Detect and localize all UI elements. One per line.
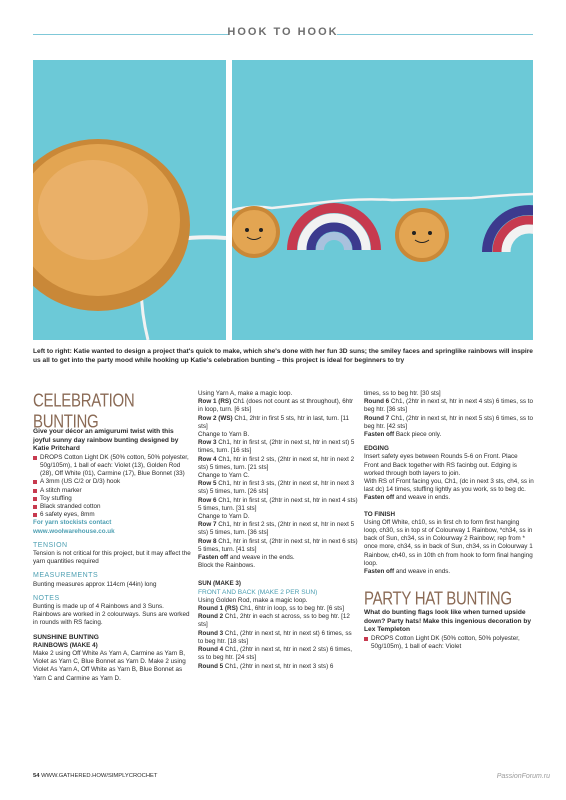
- party-hat-intro: What do bunting flags look like when turned upside down? Party hats! Make this ingenious decoration by Lex Templeton: [364, 609, 532, 634]
- rainbow-row-text: Change to Yarn C.: [198, 472, 250, 480]
- page-footer: [33, 773, 157, 779]
- sun-round-line: [198, 597, 358, 605]
- rainbow-row-text: and weave in the ends.: [228, 554, 295, 562]
- footer-url[interactable]: WWW.GATHERED.HOW/SIMPLYCROCHET: [41, 773, 158, 779]
- sun-round-text: Back piece only.: [394, 431, 442, 439]
- sun-pattern-continued: [364, 390, 534, 439]
- rainbow-row-line: [198, 431, 358, 439]
- sun-round-text: Ch1, (2htr in next st, htr in next 2 sts) 6 times, ss to beg htr. [24 sts]: [198, 646, 352, 662]
- notes-heading: NOTES: [33, 594, 60, 602]
- sunshine-heading: SUNSHINE BUNTING: [33, 633, 99, 641]
- sun-round-label: Round 3: [198, 629, 224, 637]
- edging-fasten: [364, 494, 534, 502]
- sun-round-text: Using Golden Rod, make a magic loop.: [198, 596, 308, 604]
- photo-sun-closeup: [33, 60, 226, 340]
- material-item: A stitch marker: [33, 487, 191, 495]
- sun-round-line: [198, 613, 358, 629]
- edging-fasten-bold: Fasten off: [364, 494, 395, 502]
- edging-text-2: With RS of Front facing you, Ch1, (dc in next 3 sts, ch4, ss in last dc) 14 times, stuffing lightly as you work, ss to beg dc.: [364, 478, 534, 494]
- rainbows-text: Make 2 using Off White As Yarn A, Carmine as Yarn B, Violet as Yarn C, Blue Bonnet as Yarn D. Make 2 using Violet As Yarn A, Off White as Yarn B, Blue Bonnet as Yarn C and Carmine as Yarn D.: [33, 650, 186, 682]
- rainbow-row-label: Row 4: [198, 455, 217, 463]
- rainbow-row-text: Using Yarn A, make a magic loop.: [198, 390, 293, 397]
- sun-round-line: [198, 630, 358, 646]
- edging-heading: EDGING: [364, 445, 389, 453]
- rainbow-row-line: [198, 472, 358, 480]
- sun-round-text: times, ss to beg htr. [30 sts]: [364, 390, 441, 397]
- measurements-heading: MEASUREMENTS: [33, 572, 99, 580]
- rainbow-row-line: [198, 415, 358, 431]
- rainbow-row-line: [198, 513, 358, 521]
- column-2: [198, 390, 358, 671]
- material-item: DROPS Cotton Light DK (50% cotton, 50% polyester, 50g/105m), 1 ball of each: Violet (13), Golden Rod (28), Off White (01), Carmine (17), Blue Bonnet (33): [33, 454, 191, 479]
- article-intro: Give your décor an amigurumi twist with this joyful sunny day rainbow bunting designed by Katie Pritchard: [33, 428, 179, 453]
- column-3: [364, 390, 534, 651]
- rainbow-row-line: [198, 390, 358, 398]
- rainbow-row-text: Ch1, htr in first st, (2htr in next st, htr in next st) 5 times, turn. [16 sts]: [198, 439, 355, 455]
- rainbow-row-line: [198, 398, 358, 414]
- sun-heading: SUN (MAKE 3): [198, 580, 242, 588]
- material-item: Black stranded cotton: [33, 503, 191, 511]
- rainbow-row-text: Ch1, htr in first 2 sts, (2htr in next st, htr in next 5 sts) 5 times, turn. [36 sts]: [198, 521, 355, 537]
- rainbow-row-text: Change to Yarn D.: [198, 513, 250, 521]
- column-1: [33, 390, 191, 683]
- rainbow-row-text: Ch1, htr in first 3 sts, (2htr in next st, htr in next 3 sts) 5 times, turn. [26 sts]: [198, 480, 355, 496]
- sun-round-line: [198, 605, 358, 613]
- material-item: 6 safety eyes, 8mm: [33, 511, 191, 519]
- finish-fasten-rest: and weave in ends.: [394, 568, 451, 576]
- materials-list: [33, 454, 191, 520]
- rainbow-row-label: Row 8: [198, 537, 217, 545]
- rainbow-row-line: [198, 439, 358, 455]
- rainbow-row-label: Row 2 (WS): [198, 414, 233, 422]
- sun-round-text: Ch1, 2htr in each st across, ss to beg htr. [12 sts]: [198, 613, 350, 629]
- stockists-text: For yarn stockists contact www.woolwarehouse.co.uk: [33, 519, 115, 535]
- rainbow-row-text: Ch1 (does not count as st throughout), 6htr in loop, turn. [6 sts]: [198, 398, 354, 414]
- rainbow-row-text: Ch1, htr in first st, (2htr in next st, htr in next 4 sts) 5 times, turn. [31 sts]: [198, 496, 358, 512]
- rainbow-row-line: [198, 538, 358, 554]
- sun-round-line: [364, 431, 534, 439]
- sun-round-text: Ch1, (2htr in next st, htr in next st) 6 times, ss to beg htr. [18 sts]: [198, 629, 352, 645]
- tension-heading: TENSION: [33, 541, 68, 549]
- sun-round-label: Round 5: [198, 662, 224, 670]
- party-hat-material: DROPS Cotton Light DK (50% cotton, 50% polyester, 50g/105m), 1 ball of each: Violet: [364, 635, 534, 651]
- sun-round-line: [198, 646, 358, 662]
- rainbow-pattern: [198, 390, 358, 570]
- rainbow-row-text: Change to Yarn B.: [198, 431, 250, 439]
- rainbow-row-label: Row 7: [198, 521, 217, 529]
- rainbow-row-text: Block the Rainbows.: [198, 562, 256, 570]
- notes-text: Bunting is made up of 4 Rainbows and 3 Suns. Rainbows are worked in 2 colourways. Suns are worked in rounds with RS facing.: [33, 603, 190, 627]
- material-item: A 3mm (US C/2 or D/3) hook: [33, 478, 191, 486]
- edging-fasten-rest: and weave in ends.: [394, 494, 451, 502]
- rainbow-row-label: Fasten off: [198, 554, 229, 562]
- page-header: [0, 0, 566, 60]
- rainbows-heading: RAINBOWS (MAKE 4): [33, 641, 98, 649]
- rainbow-row-text: Ch1, htr in first st, (2htr in next st, htr in next 6 sts) 5 times, turn. [41 sts]: [198, 537, 358, 553]
- sun-round-text: Ch1, (2htr in next st, htr in next 5 sts) 6 times, ss to beg htr. [42 sts]: [364, 414, 534, 430]
- sun-round-line: [198, 663, 358, 671]
- sun-pattern: [198, 597, 358, 671]
- rainbow-row-label: Row 3: [198, 439, 217, 447]
- sun-round-line: [364, 415, 534, 431]
- rainbow-row-line: [198, 554, 358, 562]
- sun-round-label: Round 1 (RS): [198, 605, 238, 613]
- rainbow-row-line: [198, 521, 358, 537]
- rainbow-row-line: [198, 456, 358, 472]
- sun-round-text: Ch1, 6htr in loop, ss to beg htr. [6 sts]: [237, 605, 344, 613]
- tension-text: Tension is not critical for this project, but it may affect the yarn quantities required: [33, 550, 191, 566]
- sun-round-label: Round 2: [198, 613, 224, 621]
- measurements-text: Bunting measures approx 114cm (44in) long: [33, 580, 157, 588]
- page-number: 54: [33, 773, 40, 779]
- rainbow-row-label: Row 6: [198, 496, 217, 504]
- rainbow-row-line: [198, 480, 358, 496]
- section-title: HOOK TO HOOK: [227, 26, 339, 38]
- rainbow-row-text: Ch1, 2htr in first 5 sts, htr in last, turn. [11 sts]: [198, 414, 350, 430]
- edging-text: Insert safety eyes between Rounds 5-6 on Front. Place Front and Back together with RS facinbg out. Edging is worked through both layers to join.: [364, 453, 518, 477]
- material-item: Toy stuffing: [33, 495, 191, 503]
- sun-round-text: Ch1, (2htr in next st, htr in next 4 sts) 6 times, ss to beg htr. [36 sts]: [364, 398, 534, 414]
- rainbow-row-line: [198, 562, 358, 570]
- sun-subheading: FRONT AND BACK (MAKE 2 PER SUN): [198, 588, 318, 596]
- sun-round-label: Fasten off: [364, 431, 395, 439]
- article-title: CELEBRATION BUNTING: [33, 390, 135, 433]
- party-hat-title: PARTY HAT BUNTING: [364, 588, 512, 610]
- watermark: PassionForum.ru: [496, 773, 550, 780]
- sun-round-label: Round 6: [364, 398, 390, 406]
- photo-caption: Left to right: Katie wanted to design a project that's quick to make, which she's done with her fun 3D suns; the smiley faces and springlike rainbows will inspire us all to get into the party mood while hooking up Katie's celebration bunting – this project is ideal for beginners to try: [33, 348, 533, 364]
- sun-round-text: Ch1, (2htr in next st, htr in next 3 sts) 6: [223, 662, 334, 670]
- photo-bunting: [232, 60, 533, 340]
- rainbow-row-text: Ch1, htr in first 2 sts, (2htr in next st, htr in next 2 sts) 5 times, turn. [21 sts]: [198, 455, 355, 471]
- finish-heading: TO FINISH: [364, 510, 396, 518]
- rainbow-row-line: [198, 497, 358, 513]
- finish-text: Using Off White, ch10, ss in first ch to form first hanging loop, ch30, ss in top st of Colourway 1 Rainbow, *ch34, ss in back of Sun, ch34, ss in Colourway 2 Rainbow; rep from * once more, ch34, ss in back of Sun, ch34, ss in Colourway 1 Rainbow, ch40, ss in 10th ch from hook to form final hanging loop.: [364, 518, 533, 567]
- sun-round-line: [364, 390, 534, 398]
- sun-round-line: [364, 398, 534, 414]
- rainbow-row-label: Row 5: [198, 480, 217, 488]
- sun-round-label: Round 4: [198, 646, 224, 654]
- finish-fasten: [364, 568, 534, 576]
- rainbow-row-label: Row 1 (RS): [198, 398, 232, 406]
- sun-round-label: Round 7: [364, 414, 390, 422]
- finish-fasten-bold: Fasten off: [364, 568, 395, 576]
- sun-small-image-2: [395, 208, 449, 262]
